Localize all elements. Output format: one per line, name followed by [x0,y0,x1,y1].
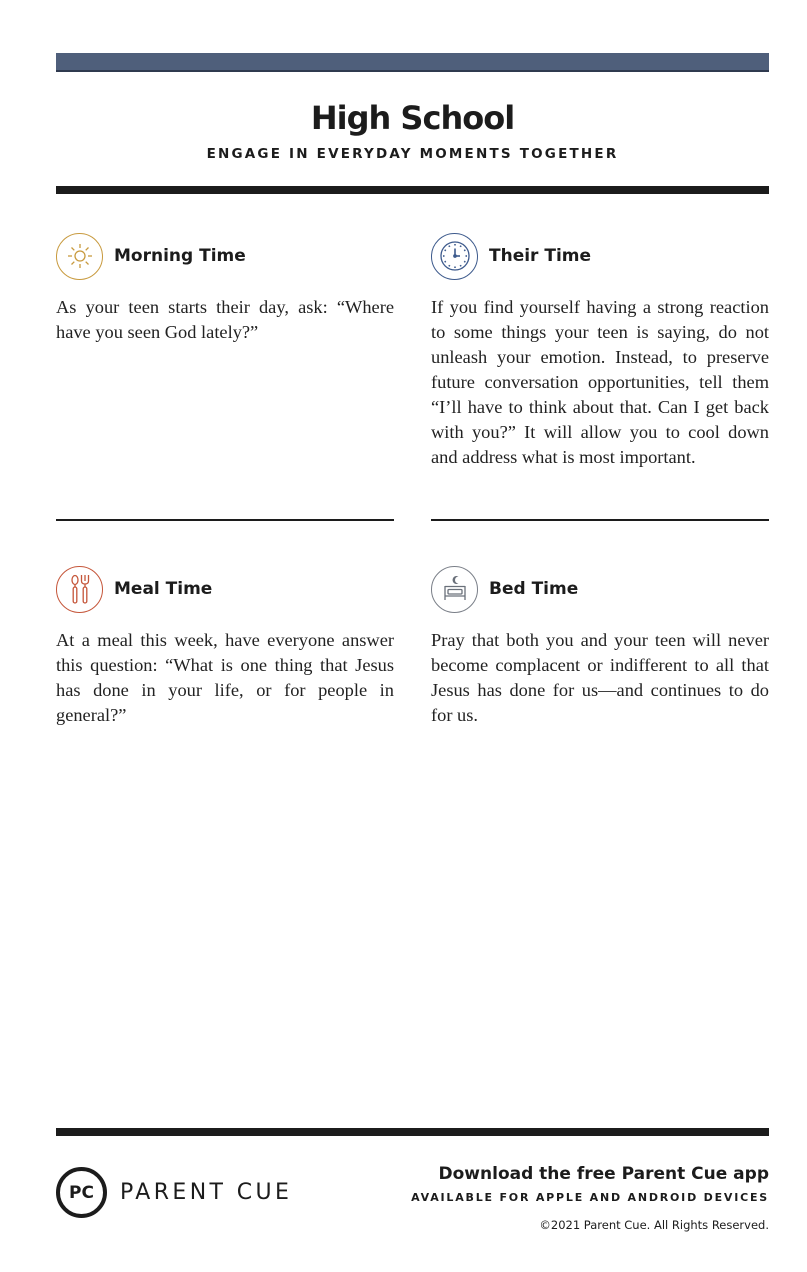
section-morning-time [56,232,394,345]
section-divider-left [56,519,394,521]
section-their-time [431,232,769,470]
section-title: Morning Time [114,246,246,266]
section-bed-time [431,565,769,728]
sun-icon [56,233,103,280]
section-divider-right [431,519,769,521]
logo-mark: PC [56,1167,107,1218]
page-header [56,96,769,162]
section-body: Pray that both you and your teen will never become complacent or indifferent to all that Jesus has done for us—and continues to do for us. [431,630,769,725]
bed-icon [431,566,478,613]
footer-divider [56,1128,769,1136]
logo-text: PARENT CUE [120,1180,293,1205]
clock-icon [431,233,478,280]
header-divider [56,186,769,194]
page-subtitle: ENGAGE IN EVERYDAY MOMENTS TOGETHER [206,146,619,162]
parent-cue-logo [56,1167,292,1218]
section-title: Meal Time [114,579,213,599]
app-download-text: Download the free Parent Cue app [438,1164,769,1184]
section-body: If you find yourself having a strong reaction to some things your teen is saying, do not unleash your emotion. Instead, to preserve future conversation opportunities, tell them “I’ll have to think about that. Can I get back with you?” It will allow you to cool down and address what is most important. [431,297,769,467]
footer-info [411,1164,769,1232]
section-body: As your teen starts their day, ask: “Where have you seen God lately?” [56,297,394,342]
section-title: Their Time [489,246,592,266]
utensils-icon [56,566,103,613]
section-body: At a meal this week, have everyone answer this question: “What is one thing that Jesus has done in your life, or for people in general?” [56,630,394,725]
devices-text: AVAILABLE FOR APPLE AND ANDROID DEVICES [411,1191,769,1204]
top-color-band [56,53,769,72]
section-meal-time [56,565,394,728]
page-title: High School [310,99,515,137]
copyright-text: ©2021 Parent Cue. All Rights Reserved. [539,1218,769,1232]
section-title: Bed Time [489,579,579,599]
